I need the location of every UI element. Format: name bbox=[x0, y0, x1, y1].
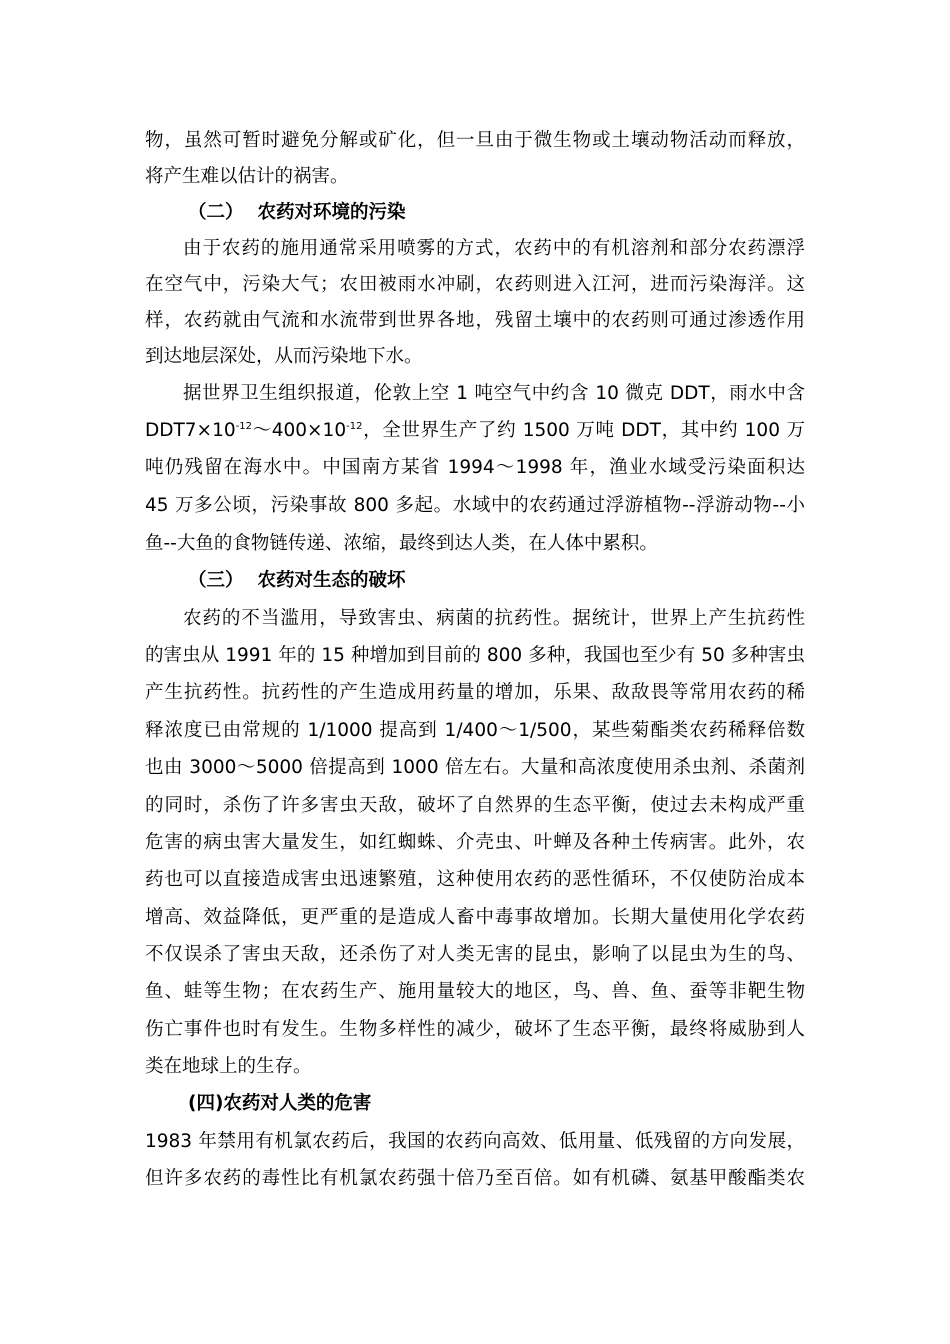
paragraph-line: 也由 3000～5000 倍提高到 1000 倍左右。大量和高浓度使用杀虫剂、杀菌剂 bbox=[145, 757, 805, 778]
paragraph-line: 类在地球上的生存。 bbox=[145, 1056, 312, 1077]
paragraph-line: 鱼、蛙等生物；在农药生产、施用量较大的地区，鸟、兽、鱼、蚕等非靶生物 bbox=[145, 981, 805, 1002]
text-span: ～400×10 bbox=[251, 420, 347, 441]
paragraph-line: 的害虫从 1991 年的 15 种增加到目前的 800 多种，我国也至少有 50 多种害虫 bbox=[145, 645, 805, 666]
paragraph-line: 的同时，杀伤了许多害虫天敌，破坏了自然界的生态平衡，使过去未构成严重 bbox=[145, 795, 805, 816]
paragraph-line: 由于农药的施用通常采用喷雾的方式，农药中的有机溶剂和部分农药漂浮 bbox=[183, 238, 805, 259]
section-title: 农药对生态的破坏 bbox=[257, 570, 406, 591]
paragraph-line-with-superscript bbox=[145, 416, 805, 446]
superscript: -12 bbox=[235, 421, 252, 432]
section-title: 农药对环境的污染 bbox=[257, 202, 406, 223]
paragraph-line: 在空气中，污染大气；农田被雨水冲刷，农药则进入江河，进而污染海洋。这 bbox=[145, 274, 805, 295]
paragraph-line: 到达地层深处，从而污染地下水。 bbox=[145, 346, 423, 367]
section-number: （三） bbox=[188, 570, 244, 591]
paragraph-line: 增高、效益降低，更严重的是造成人畜中毒事故增加。长期大量使用化学农药 bbox=[145, 907, 805, 928]
paragraph-line: 药也可以直接造成害虫迅速繁殖，这种使用农药的恶性循环，不仅使防治成本 bbox=[145, 869, 805, 890]
paragraph-line: 农药的不当滥用，导致害虫、病菌的抗药性。据统计，世界上产生抗药性 bbox=[183, 608, 805, 629]
paragraph-line: 但许多农药的毒性比有机氯农药强十倍乃至百倍。如有机磷、氨基甲酸酯类农 bbox=[145, 1168, 805, 1189]
paragraph-line: 样，农药就由气流和水流带到世界各地，残留土壤中的农药则可通过渗透作用 bbox=[145, 310, 805, 331]
paragraph-line: 将产生难以估计的祸害。 bbox=[145, 166, 349, 187]
paragraph-line: 吨仍残留在海水中。中国南方某省 1994～1998 年，渔业水域受污染面积达 bbox=[145, 457, 805, 478]
paragraph-line: 鱼--大鱼的食物链传递、浓缩，最终到达人类，在人体中累积。 bbox=[145, 533, 658, 554]
paragraph-line: 物，虽然可暂时避免分解或矿化，但一旦由于微生物或土壤动物活动而释放， bbox=[145, 130, 805, 151]
paragraph-line: 1983 年禁用有机氯农药后，我国的农药向高效、低用量、低残留的方向发展， bbox=[145, 1131, 805, 1152]
paragraph-line: 伤亡事件也时有发生。生物多样性的减少，破坏了生态平衡，最终将威胁到人 bbox=[145, 1019, 805, 1040]
section-heading-4: (四)农药对人类的危害 bbox=[188, 1093, 372, 1114]
paragraph-line: 45 万多公顷，污染事故 800 多起。水域中的农药通过浮游植物--浮游动物--小 bbox=[145, 495, 805, 516]
section-heading-2 bbox=[188, 198, 848, 228]
superscript: -12 bbox=[346, 421, 363, 432]
paragraph-line: 产生抗药性。抗药性的产生造成用药量的增加，乐果、敌敌畏等常用农药的稀 bbox=[145, 682, 805, 703]
text-span: DDT7×10 bbox=[145, 420, 236, 441]
paragraph-line: 释浓度已由常规的 1/1000 提高到 1/400～1/500，某些菊酯类农药稀释倍数 bbox=[145, 720, 805, 741]
paragraph-line: 危害的病虫害大量发生，如红蜘蛛、介壳虫、叶蝉及各种土传病害。此外，农 bbox=[145, 832, 805, 853]
paragraph-line: 据世界卫生组织报道，伦敦上空 1 吨空气中约含 10 微克 DDT，雨水中含 bbox=[183, 383, 805, 404]
section-heading-3 bbox=[188, 566, 848, 596]
section-number: （二） bbox=[188, 202, 244, 223]
paragraph-line: 不仅误杀了害虫天敌，还杀伤了对人类无害的昆虫，影响了以昆虫为生的鸟、 bbox=[145, 944, 805, 965]
text-span: ，全世界生产了约 1500 万吨 DDT，其中约 100 万 bbox=[362, 420, 805, 441]
